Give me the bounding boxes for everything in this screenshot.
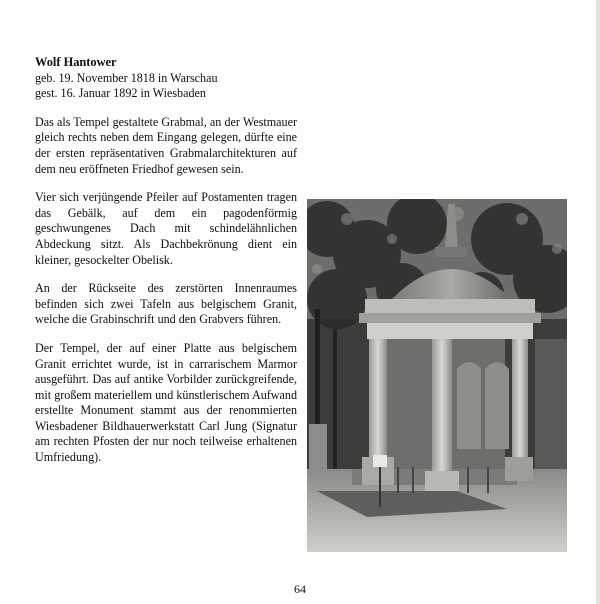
text-column bbox=[35, 55, 297, 466]
page-edge bbox=[596, 0, 600, 604]
paragraph-text: Der Tempel, der auf einer Platte aus belgischem Granit errichtet wurde, ist in carrarischem Marmor ausgeführt. Das auf antike Vorbilder zurückgreifende, mit großem materiellem und künstlerischem Aufwand erstellte Monument stammt aus der renommierten Wiesbadener Bildhauerwerkstatt Carl Jung (Signatur am rechten Pfosten der nur noch teilweise erhaltenen Umfriedung). bbox=[35, 340, 297, 465]
death-line: gest. 16. Januar 1892 in Wiesbaden bbox=[35, 86, 206, 101]
paragraph-location bbox=[35, 115, 297, 177]
birth-line: geb. 19. November 1818 in Warschau bbox=[35, 70, 218, 85]
paragraph-text: Vier sich verjüngende Pfeiler auf Postamenten tragen das Gebälk, auf dem ein pagodenförmig geschwungenes Dach mit schindelähnlichen Abdeckung sitzt. Als Dachbekrönung dient ein kleiner, gesockelter Obelisk. bbox=[35, 190, 297, 267]
entry-name: Wolf Hantower bbox=[35, 55, 117, 69]
paragraph-material bbox=[35, 341, 297, 466]
paragraph-tablets bbox=[35, 281, 297, 328]
paragraph-text: An der Rückseite des zerstörten Innenraumes befinden sich zwei Tafeln aus belgischem Granit, welche die Grabinschrift und den Grabvers führen. bbox=[35, 281, 297, 327]
page-number: 64 bbox=[294, 582, 306, 596]
paragraph-text: Das als Tempel gestaltete Grabmal, an der Westmauer gleich rechts neben dem Eingang gelegen, dürfte eine der ersten repräsentativen Grabmalarchitekturen auf dem neu eröffneten Friedhof gewesen sein. bbox=[35, 114, 297, 176]
tomb-photograph bbox=[307, 199, 567, 552]
paragraph-structure bbox=[35, 190, 297, 268]
